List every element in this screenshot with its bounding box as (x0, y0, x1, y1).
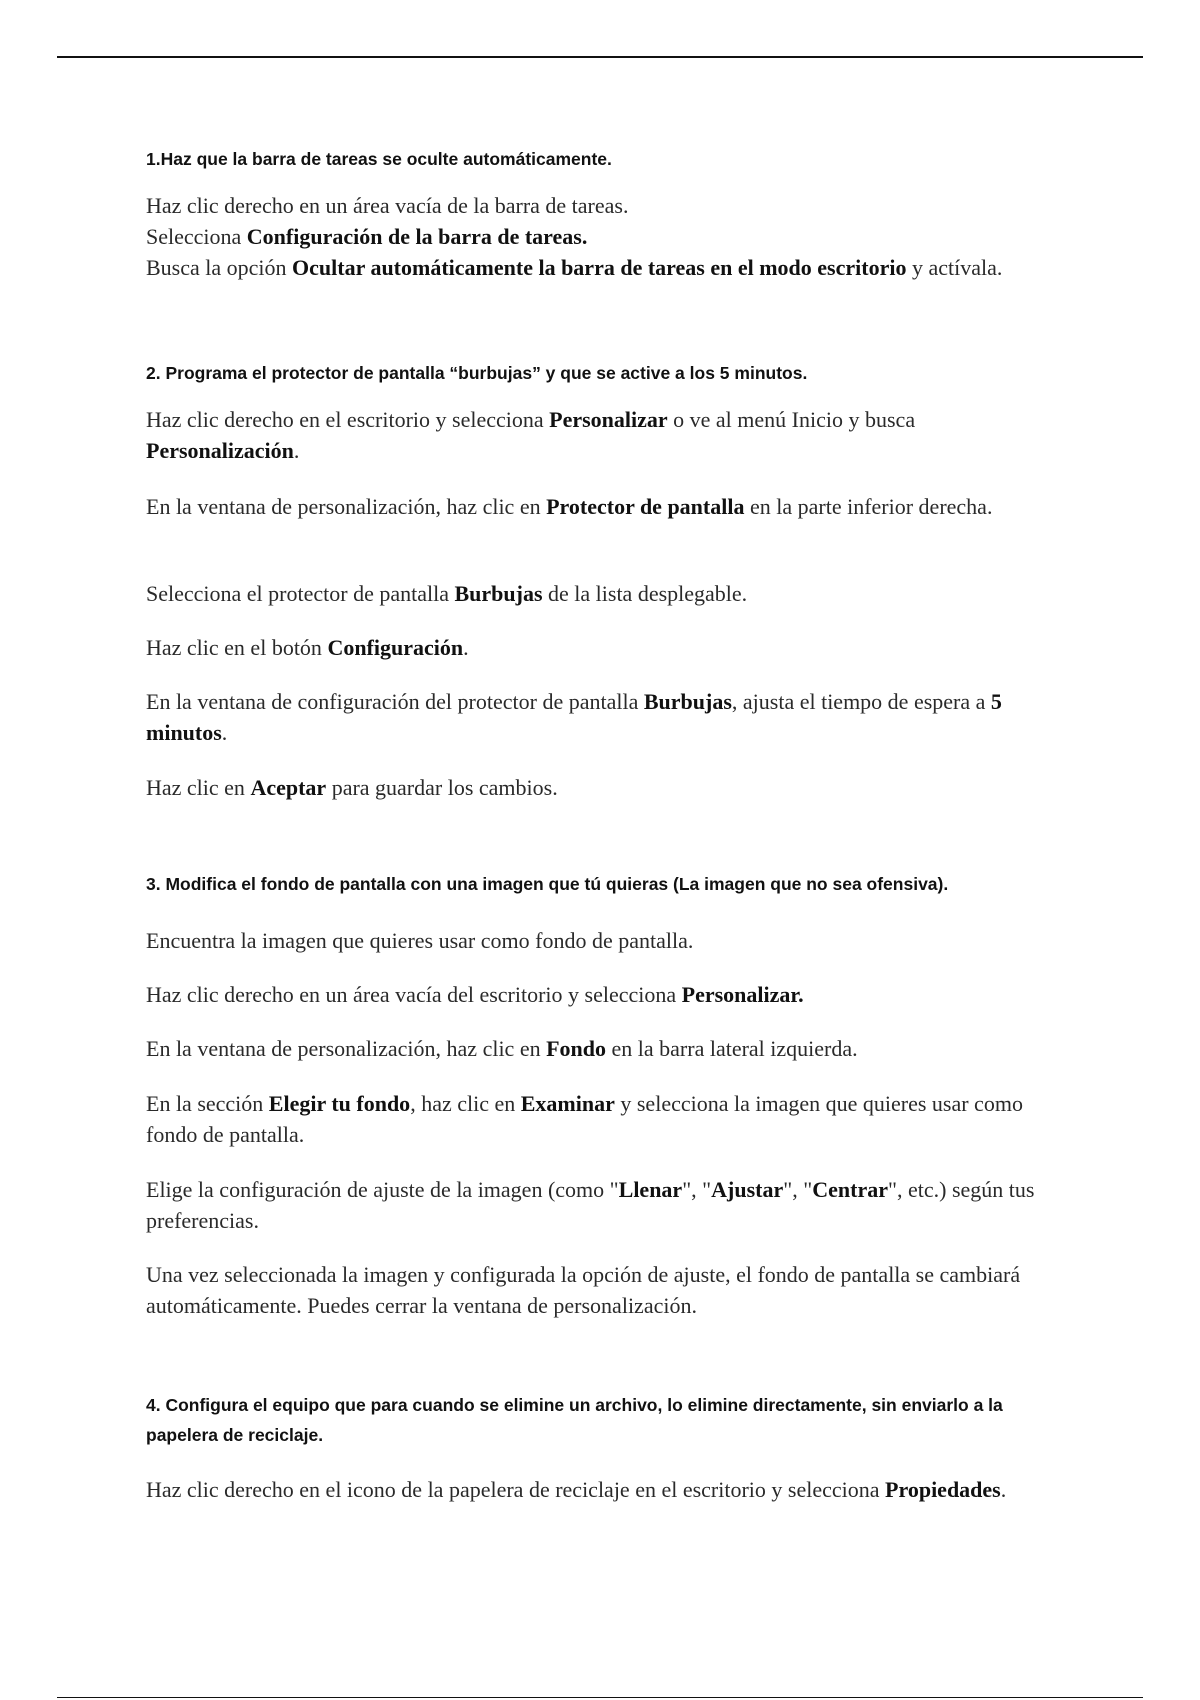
paragraph (146, 1033, 1066, 1064)
bold-term: Personalizar (549, 407, 668, 432)
text-run: Haz clic derecho en el icono de la papelera de reciclaje en el escritorio y selecciona (146, 1477, 886, 1502)
bold-term: Ajustar (711, 1177, 784, 1202)
text-run: en la barra lateral izquierda. (606, 1036, 858, 1061)
text-run: o ve al menú Inicio y busca (667, 407, 916, 432)
text-run: Elige la configuración de ajuste de la imagen (como " (146, 1177, 619, 1202)
bold-term: Aceptar (250, 775, 327, 800)
paragraph (146, 686, 1066, 748)
paragraph (146, 979, 1066, 1010)
text-run: Una vez seleccionada la imagen y configurada la opción de ajuste, el fondo de pantalla se cambiará automáticamente. Puedes cerrar la ventana de personalización. (146, 1262, 1021, 1318)
bold-term: Propiedades (885, 1477, 1001, 1502)
text-run: En la sección (146, 1091, 269, 1116)
text-run: . (221, 720, 228, 745)
text-run: , haz clic en (410, 1091, 521, 1116)
text-run: para guardar los cambios. (326, 775, 558, 800)
text-run: Haz clic derecho en el escritorio y selecciona (146, 407, 550, 432)
bold-term: Configuración de la barra de tareas. (246, 224, 588, 249)
section-1-heading: 1.Haz que la barra de tareas se oculte automáticamente. (146, 149, 612, 169)
paragraph (146, 190, 1066, 221)
section-3-heading: 3. Modifica el fondo de pantalla con una imagen que tú quieras (La imagen que no sea ofensiva). (146, 874, 949, 894)
paragraph (146, 1474, 1066, 1505)
text-run: ", " (783, 1177, 813, 1202)
text-run: Encuentra la imagen que quieres usar como fondo de pantalla. (146, 928, 694, 953)
bold-term: Burbujas (643, 689, 732, 714)
bold-term: Examinar (520, 1091, 615, 1116)
paragraph (146, 925, 1066, 956)
text-run: . (293, 438, 300, 463)
bold-term: Fondo (546, 1036, 607, 1061)
bottom-rule (57, 1697, 1143, 1698)
paragraph (146, 1088, 1066, 1150)
text-run: ", " (682, 1177, 712, 1202)
bold-term: Elegir tu fondo (268, 1091, 411, 1116)
paragraph (146, 772, 1066, 803)
bold-term: Llenar (618, 1177, 683, 1202)
bold-term: Centrar (812, 1177, 888, 1202)
section-4-heading: 4. Configura el equipo que para cuando se elimine un archivo, lo elimine directamente, sin enviarlo a la papelera de reciclaje. (146, 1395, 1003, 1445)
bold-term: 5 minutos (146, 689, 1002, 745)
paragraph (146, 252, 1066, 283)
bold-term: Configuración (327, 635, 464, 660)
paragraph (146, 632, 1066, 663)
section-2-heading: 2. Programa el protector de pantalla “burbujas” y que se active a los 5 minutos. (146, 363, 808, 383)
text-run: y selecciona la imagen que quieres usar como fondo de pantalla. (146, 1091, 1023, 1147)
bold-term: Personalizar. (681, 982, 804, 1007)
text-run: Selecciona (146, 224, 247, 249)
text-run: . (463, 635, 469, 660)
text-run: En la ventana de personalización, haz clic en (146, 494, 547, 519)
bold-term: Protector de pantalla (546, 494, 745, 519)
paragraph (146, 221, 1066, 252)
text-run: Haz clic en el botón (146, 635, 328, 660)
text-run: . (1000, 1477, 1007, 1502)
text-run: de la lista desplegable. (542, 581, 748, 606)
text-run: En la ventana de personalización, haz clic en (146, 1036, 547, 1061)
text-run: En la ventana de configuración del protector de pantalla (146, 689, 644, 714)
text-run: ", etc.) según tus preferencias. (146, 1177, 1035, 1233)
top-rule (57, 56, 1143, 58)
bold-term: Burbujas (454, 581, 543, 606)
text-run: en la parte inferior derecha. (744, 494, 993, 519)
text-run: Haz clic en (146, 775, 251, 800)
paragraph (146, 1174, 1066, 1236)
paragraph (146, 1259, 1066, 1321)
bold-term: Ocultar automáticamente la barra de tareas en el modo escritorio (292, 255, 907, 280)
text-run: Busca la opción (146, 255, 293, 280)
text-run: y actívala. (906, 255, 1003, 280)
paragraph (146, 491, 1066, 522)
text-run: Selecciona el protector de pantalla (146, 581, 455, 606)
text-run: Haz clic derecho en un área vacía del escritorio y selecciona (146, 982, 682, 1007)
text-run: Haz clic derecho en un área vacía de la barra de tareas. (146, 193, 629, 218)
text-run: , ajusta el tiempo de espera a (731, 689, 991, 714)
bold-term: Personalización (146, 438, 294, 463)
paragraph (146, 404, 1066, 466)
paragraph (146, 578, 1066, 609)
